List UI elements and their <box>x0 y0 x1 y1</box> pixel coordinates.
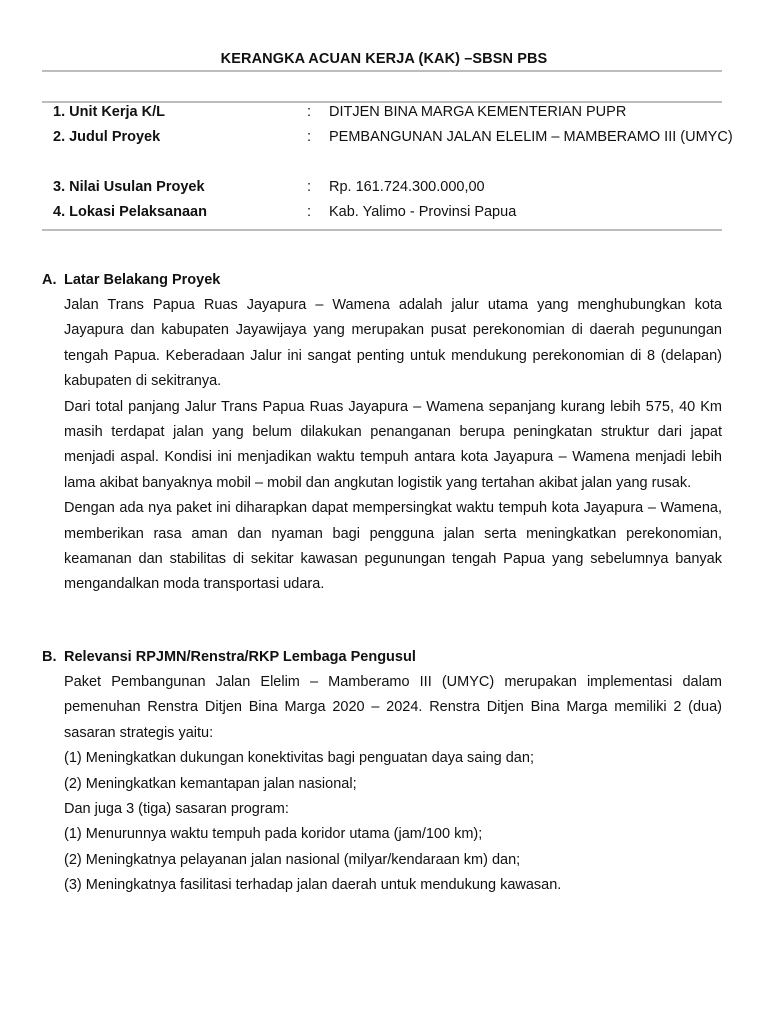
info-separator: : <box>307 179 312 195</box>
document-title: KERANGKA ACUAN KERJA (KAK) –SBSN PBS <box>220 51 548 67</box>
info-separator: : <box>307 129 312 145</box>
info-label: 2. Judul Proyek <box>53 129 161 145</box>
list-item: (3) Meningkatnya fasilitasi terhadap jalan daerah untuk mendukung kawasan. <box>64 877 562 894</box>
section-a-heading <box>42 268 722 293</box>
info-value: Kab. Yalimo - Provinsi Papua <box>329 204 517 220</box>
section-letter: A. <box>42 272 57 288</box>
info-value: Rp. 161.724.300.000,00 <box>329 179 485 195</box>
info-value: PEMBANGUNAN JALAN ELELIM – MAMBERAMO III (UMYC) <box>329 129 733 145</box>
section-title: Relevansi RPJMN/Renstra/RKP Lembaga Pengusul <box>64 649 416 665</box>
paragraph: Dari total panjang Jalur Trans Papua Ruas Jayapura – Wamena sepanjang kurang lebih 575, 40 Km masih terdapat jalan yang belum dilakukan penanganan berupa peningkatan struktur dari japat menjadi aspal. Kondisi ini menjadikan waktu tempuh antara kota Jayapura – Wamena menjadi lebih lama akibat banyaknya mobil – mobil dan angkutan logistik yang tertahan akibat jalan yang rusak. <box>64 398 722 491</box>
list-item: (2) Meningkatnya pelayanan jalan nasional (milyar/kendaraan km) dan; <box>64 851 521 868</box>
info-value: DITJEN BINA MARGA KEMENTERIAN PUPR <box>329 104 627 120</box>
info-row-unit-kerja <box>53 102 713 127</box>
info-label: 3. Nilai Usulan Proyek <box>53 179 205 195</box>
info-bottom-divider <box>42 229 722 231</box>
project-info-table <box>53 102 733 227</box>
program-intro: Dan juga 3 (tiga) sasaran program: <box>64 801 289 818</box>
info-separator: : <box>307 204 312 220</box>
section-title: Latar Belakang Proyek <box>64 272 221 288</box>
title-divider <box>42 70 722 72</box>
section-b-heading <box>42 645 722 670</box>
paragraph: Jalan Trans Papua Ruas Jayapura – Wamena adalah jalur utama yang menghubungkan kota Jayapura dan kabupaten Jayawijaya yang merupakan pusat perekonomian di daerah pegunungan tengah Papua. Keberadaan Jalur ini sangat penting untuk mendukung perekonomian di 8 (delapan) kabupaten di sekitranya. <box>64 297 722 390</box>
info-row-lokasi <box>53 202 713 227</box>
section-b <box>42 645 722 899</box>
info-separator: : <box>307 104 312 120</box>
section-a <box>42 268 722 598</box>
paragraph: Dengan ada nya paket ini diharapkan dapat mempersingkat waktu tempuh kota Jayapura – Wamena, memberikan rasa aman dan nyaman bagi pengguna jalan serta meningkatkan perekonomian, keamanan dan stabilitas di sekitar kawasan pegunungan tengah Papua yang sebelumnya banyak mengandalkan moda transportasi udara. <box>64 500 722 593</box>
paragraph: Paket Pembangunan Jalan Elelim – Mamberamo III (UMYC) merupakan implementasi dalam pemenuhan Renstra Ditjen Bina Marga 2020 – 2024. Renstra Ditjen Bina Marga memiliki 2 (dua) sasaran strategis yaitu: <box>64 674 722 741</box>
info-row-judul-proyek <box>53 127 733 177</box>
info-label: 1. Unit Kerja K/L <box>53 104 165 120</box>
section-letter: B. <box>42 649 57 665</box>
list-item: (1) Menurunnya waktu tempuh pada koridor utama (jam/100 km); <box>64 826 483 843</box>
list-item: (2) Meningkatkan kemantapan jalan nasional; <box>64 775 357 792</box>
info-row-nilai-usulan <box>53 177 713 202</box>
list-item: (1) Meningkatkan dukungan konektivitas bagi penguatan daya saing dan; <box>64 750 534 767</box>
info-label: 4. Lokasi Pelaksanaan <box>53 204 207 220</box>
